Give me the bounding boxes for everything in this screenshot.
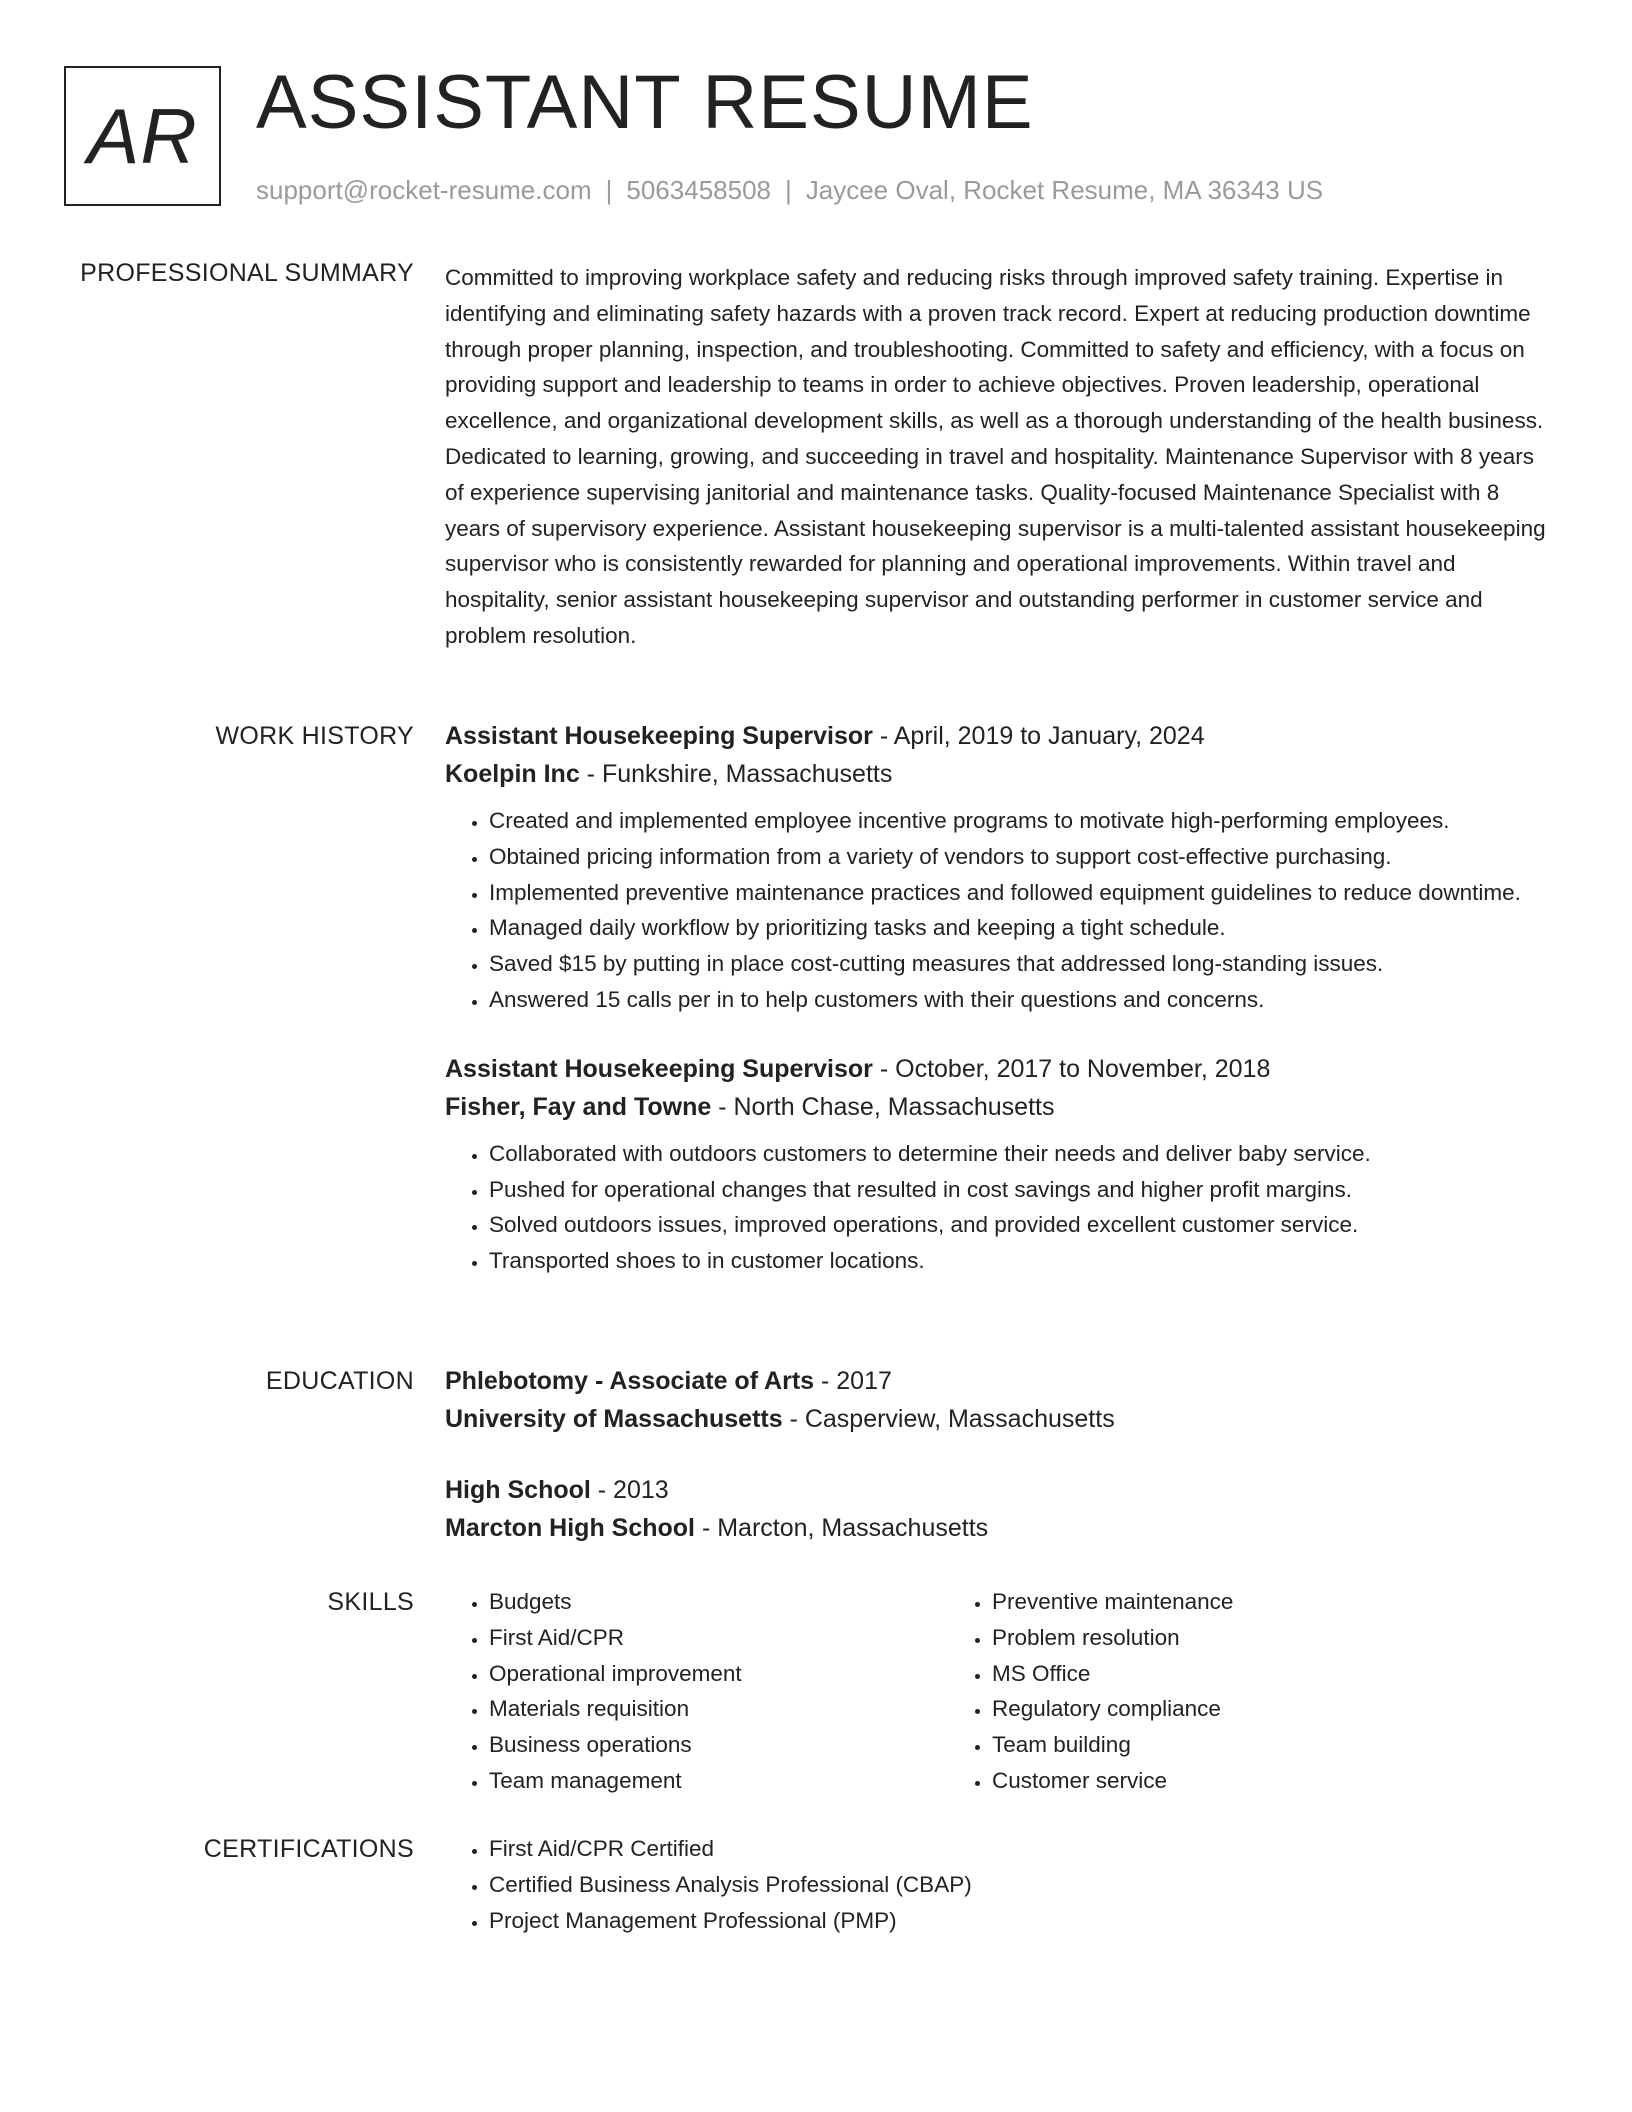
job-location: - North Chase, Massachusetts xyxy=(711,1092,1055,1121)
job-title-line xyxy=(445,717,1555,755)
job-bullet: • Implemented preventive maintenance practices and followed equipment guidelines to reduce downtime. xyxy=(489,875,1555,911)
skill-item: • Team building xyxy=(992,1727,1451,1763)
job-company: Fisher, Fay and Towne xyxy=(445,1092,712,1121)
education-school: University of Massachusetts xyxy=(445,1405,783,1433)
job-bullet: • Managed daily workflow by prioritizing tasks and keeping a tight schedule. xyxy=(489,910,1555,946)
education-degree: Phlebotomy - Associate of Arts xyxy=(445,1367,815,1395)
job-title: Assistant Housekeeping Supervisor xyxy=(445,722,873,750)
contact-phone: 5063458508 xyxy=(626,175,771,205)
section-label-work-history: WORK HISTORY xyxy=(215,722,414,750)
skill-item: • Problem resolution xyxy=(992,1620,1451,1656)
skill-item: • Customer service xyxy=(992,1763,1451,1799)
monogram-logo: AR xyxy=(64,66,221,206)
education-entry xyxy=(445,1362,1555,1438)
job-bullet: • Obtained pricing information from a variety of vendors to support cost-effective purchasing. xyxy=(489,839,1555,875)
skills-list-right xyxy=(948,1584,1451,1799)
job-bullet: • Transported shoes to in customer locations. xyxy=(489,1243,1555,1279)
skill-item: • Budgets xyxy=(489,1584,948,1620)
job-company-line xyxy=(445,755,1555,793)
education-location: - Casperview, Massachusetts xyxy=(782,1405,1115,1433)
education-entry xyxy=(445,1471,1555,1547)
certification-item: • First Aid/CPR Certified xyxy=(489,1831,1555,1867)
education-year: - 2017 xyxy=(814,1367,892,1395)
section-label-skills: SKILLS xyxy=(327,1588,414,1616)
job-bullet: • Pushed for operational changes that resulted in cost savings and higher profit margins. xyxy=(489,1172,1555,1208)
education-degree-line xyxy=(445,1471,1555,1509)
skill-item: • Operational improvement xyxy=(489,1656,948,1692)
job-bullet: • Answered 15 calls per in to help customers with their questions and concerns. xyxy=(489,982,1555,1018)
skill-item: • Regulatory compliance xyxy=(992,1691,1451,1727)
education-year: - 2013 xyxy=(590,1476,669,1504)
job-bullet: • Saved $15 by putting in place cost-cutting measures that addressed long-standing issues. xyxy=(489,946,1555,982)
skill-item: • Materials requisition xyxy=(489,1691,948,1727)
job-company-line xyxy=(445,1088,1555,1126)
contact-email: support@rocket-resume.com xyxy=(256,175,592,205)
job-bullet: • Created and implemented employee incentive programs to motivate high-performing employees. xyxy=(489,803,1555,839)
education-school-line xyxy=(445,1509,1555,1547)
job-dates: - April, 2019 to January, 2024 xyxy=(872,722,1205,750)
job-entry xyxy=(445,1050,1555,1279)
contact-separator: | xyxy=(785,175,792,205)
certifications-body xyxy=(445,1831,1555,1938)
education-location: - Marcton, Massachusetts xyxy=(695,1514,989,1542)
job-bullets xyxy=(445,1136,1555,1279)
education-degree: High School xyxy=(445,1476,591,1504)
summary-text: Committed to improving workplace safety and reducing risks through improved safety training. Expertise in identifying and eliminating safety hazards with a proven track record. Expert at reducing production downtime through proper planning, inspection, and troubleshooting. Committed to safety and efficiency, with a focus on providing support and leadership to teams in order to achieve objectives. Proven leadership, operational excellence, and organizational development skills, as well as a thorough understanding of the health business. Dedicated to learning, growing, and succeeding in travel and hospitality. Maintenance Supervisor with 8 years of experience supervising janitorial and maintenance tasks. Quality-focused Maintenance Specialist with 8 years of supervisory experience. Assistant housekeeping supervisor is a multi-talented assistant housekeeping supervisor who is consistently rewarded for planning and operational improvements. Within travel and hospitality, senior assistant housekeeping supervisor and outstanding performer in customer service and problem resolution. xyxy=(445,265,1546,648)
skills-list-left xyxy=(445,1584,948,1799)
contact-line xyxy=(256,175,1323,205)
summary-body xyxy=(445,260,1555,654)
skill-item: • MS Office xyxy=(992,1656,1451,1692)
job-location: - Funkshire, Massachusetts xyxy=(579,760,893,788)
job-company: Koelpin Inc xyxy=(445,760,580,788)
certifications-list xyxy=(445,1831,1555,1938)
resume-title: ASSISTANT RESUME xyxy=(256,60,1034,145)
work-history-body xyxy=(445,717,1555,1279)
job-bullet: • Collaborated with outdoors customers to determine their needs and deliver baby service. xyxy=(489,1136,1555,1172)
certification-item: • Project Management Professional (PMP) xyxy=(489,1903,1555,1939)
contact-separator: | xyxy=(605,175,613,205)
section-label-education: EDUCATION xyxy=(265,1367,414,1395)
job-title: Assistant Housekeeping Supervisor xyxy=(445,1054,873,1083)
job-dates: - October, 2017 to November, 2018 xyxy=(872,1054,1271,1083)
contact-address: Jaycee Oval, Rocket Resume, MA 36343 US xyxy=(805,175,1324,205)
education-degree-line xyxy=(445,1362,1555,1400)
skill-item: • First Aid/CPR xyxy=(489,1620,948,1656)
job-title-line xyxy=(445,1050,1555,1088)
section-label-certifications: CERTIFICATIONS xyxy=(203,1835,414,1863)
skill-item: • Team management xyxy=(489,1763,948,1799)
certification-item: • Certified Business Analysis Professional (CBAP) xyxy=(489,1867,1555,1903)
education-school-line xyxy=(445,1400,1555,1438)
job-bullets xyxy=(445,803,1555,1018)
skills-body xyxy=(445,1584,1555,1799)
job-entry xyxy=(445,717,1555,1018)
skill-item: • Business operations xyxy=(489,1727,948,1763)
skill-item: • Preventive maintenance xyxy=(992,1584,1451,1620)
section-label-summary: PROFESSIONAL SUMMARY xyxy=(80,259,414,287)
education-body xyxy=(445,1362,1555,1547)
job-bullet: • Solved outdoors issues, improved operations, and provided excellent customer service. xyxy=(489,1207,1555,1243)
education-school: Marcton High School xyxy=(445,1514,695,1542)
